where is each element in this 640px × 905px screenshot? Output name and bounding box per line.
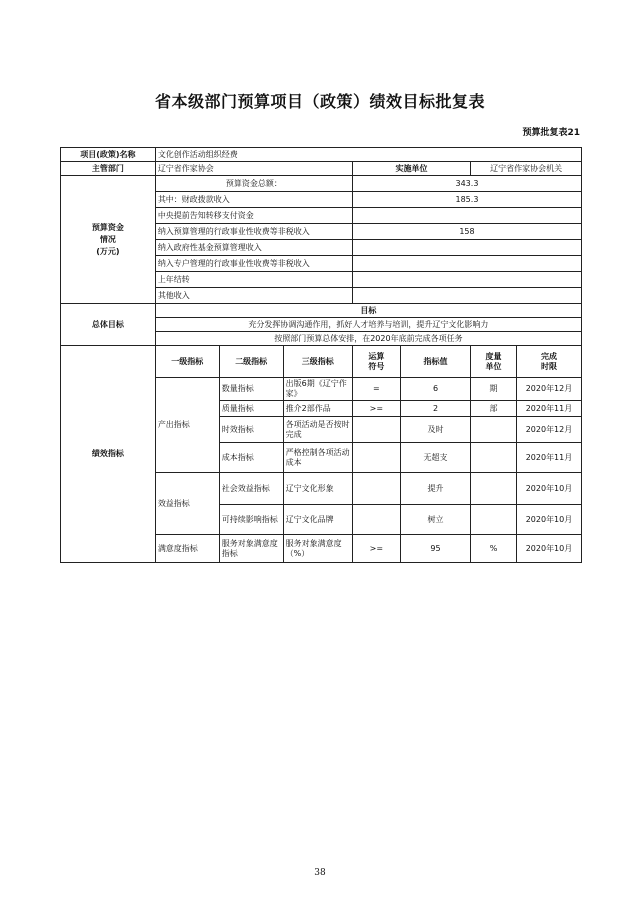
deadline-cell: 2020年12月: [516, 378, 581, 401]
level1-effect: 效益指标: [155, 473, 219, 535]
budget-row-label: 预算资金总额：: [155, 176, 352, 192]
budget-row-value: 158: [352, 224, 581, 240]
budget-row-value: 185.3: [352, 192, 581, 208]
level3-cell: 辽宁文化品牌: [283, 505, 352, 535]
header-level2: 二级指标: [219, 346, 283, 378]
budget-row-value: [352, 256, 581, 272]
unit-cell: [471, 417, 517, 443]
unit-cell: %: [471, 535, 517, 563]
unit-cell: [471, 505, 517, 535]
deadline-cell: 2020年12月: [516, 417, 581, 443]
level3-cell: 推介2部作品: [283, 401, 352, 417]
level2-cell: 时效指标: [219, 417, 283, 443]
header-level3: 三级指标: [283, 346, 352, 378]
budget-row-value: [352, 272, 581, 288]
indicator-value-cell: 95: [400, 535, 470, 563]
project-name-value: 文化创作活动组织经费: [155, 148, 581, 162]
implementing-unit-label: 实施单位: [352, 162, 470, 176]
indicator-value-cell: 6: [400, 378, 470, 401]
level2-cell: 成本指标: [219, 443, 283, 473]
deadline-cell: 2020年10月: [516, 473, 581, 505]
level2-cell: 数量指标: [219, 378, 283, 401]
goal-line: 充分发挥协调沟通作用，抓好人才培养与培训，提升辽宁文化影响力: [155, 318, 581, 332]
budget-row-value: [352, 208, 581, 224]
budget-row-label: 纳入专户管理的行政事业性收费等非税收入: [155, 256, 352, 272]
deadline-cell: 2020年10月: [516, 535, 581, 563]
goal-header: 目标: [155, 304, 581, 318]
page-title: 省本级部门预算项目（政策）绩效目标批复表: [154, 92, 485, 111]
approval-table: [60, 147, 582, 563]
indicator-value-cell: 树立: [400, 505, 470, 535]
budget-row-label: 纳入政府性基金预算管理收入: [155, 240, 352, 256]
header-deadline: 完成 时限: [516, 346, 581, 378]
indicator-value-cell: 提升: [400, 473, 470, 505]
operator-cell: [352, 443, 400, 473]
operator-cell: [352, 505, 400, 535]
level2-cell: 服务对象满意度指标: [219, 535, 283, 563]
level3-cell: 严格控制各项活动成本: [283, 443, 352, 473]
level1-output: 产出指标: [155, 378, 219, 473]
header-level1: 一级指标: [155, 346, 219, 378]
unit-cell: 期: [471, 378, 517, 401]
unit-cell: [471, 443, 517, 473]
operator-cell: =: [352, 378, 400, 401]
deadline-cell: 2020年11月: [516, 443, 581, 473]
performance-section-label: 绩效指标: [61, 346, 156, 563]
level3-cell: 服务对象满意度（%）: [283, 535, 352, 563]
operator-cell: [352, 417, 400, 443]
table-number: 预算批复表21: [522, 128, 580, 138]
unit-cell: 部: [471, 401, 517, 417]
indicator-value-cell: 无超支: [400, 443, 470, 473]
header-value: 指标值: [400, 346, 470, 378]
goal-line: 按照部门预算总体安排，在2020年底前完成各项任务: [155, 332, 581, 346]
page-number: 38: [314, 868, 326, 878]
budget-row-label: 其中：财政拨款收入: [155, 192, 352, 208]
operator-cell: >=: [352, 401, 400, 417]
overall-goal-label: 总体目标: [61, 304, 156, 346]
budget-row-label: 其他收入: [155, 288, 352, 304]
budget-section-label: 预算资金 情况 (万元): [61, 176, 156, 304]
budget-row-value: [352, 240, 581, 256]
level3-cell: 辽宁文化形象: [283, 473, 352, 505]
project-name-label: 项目(政策)名称: [61, 148, 156, 162]
department-label: 主管部门: [61, 162, 156, 176]
budget-row-value: 343.3: [352, 176, 581, 192]
budget-row-label: 上年结转: [155, 272, 352, 288]
indicator-value-cell: 2: [400, 401, 470, 417]
level2-cell: 社会效益指标: [219, 473, 283, 505]
level3-cell: 出版6期《辽宁作家》: [283, 378, 352, 401]
indicator-value-cell: 及时: [400, 417, 470, 443]
level1-satisfaction: 满意度指标: [155, 535, 219, 563]
level2-cell: 质量指标: [219, 401, 283, 417]
implementing-unit-value: 辽宁省作家协会机关: [471, 162, 582, 176]
deadline-cell: 2020年10月: [516, 505, 581, 535]
budget-row-label: 纳入预算管理的行政事业性收费等非税收入: [155, 224, 352, 240]
operator-cell: >=: [352, 535, 400, 563]
department-value: 辽宁省作家协会: [155, 162, 352, 176]
header-unit: 度量 单位: [471, 346, 517, 378]
header-operator: 运算 符号: [352, 346, 400, 378]
budget-row-label: 中央提前告知转移支付资金: [155, 208, 352, 224]
budget-row-value: [352, 288, 581, 304]
unit-cell: [471, 473, 517, 505]
operator-cell: [352, 473, 400, 505]
level2-cell: 可持续影响指标: [219, 505, 283, 535]
level3-cell: 各项活动是否按时完成: [283, 417, 352, 443]
deadline-cell: 2020年11月: [516, 401, 581, 417]
